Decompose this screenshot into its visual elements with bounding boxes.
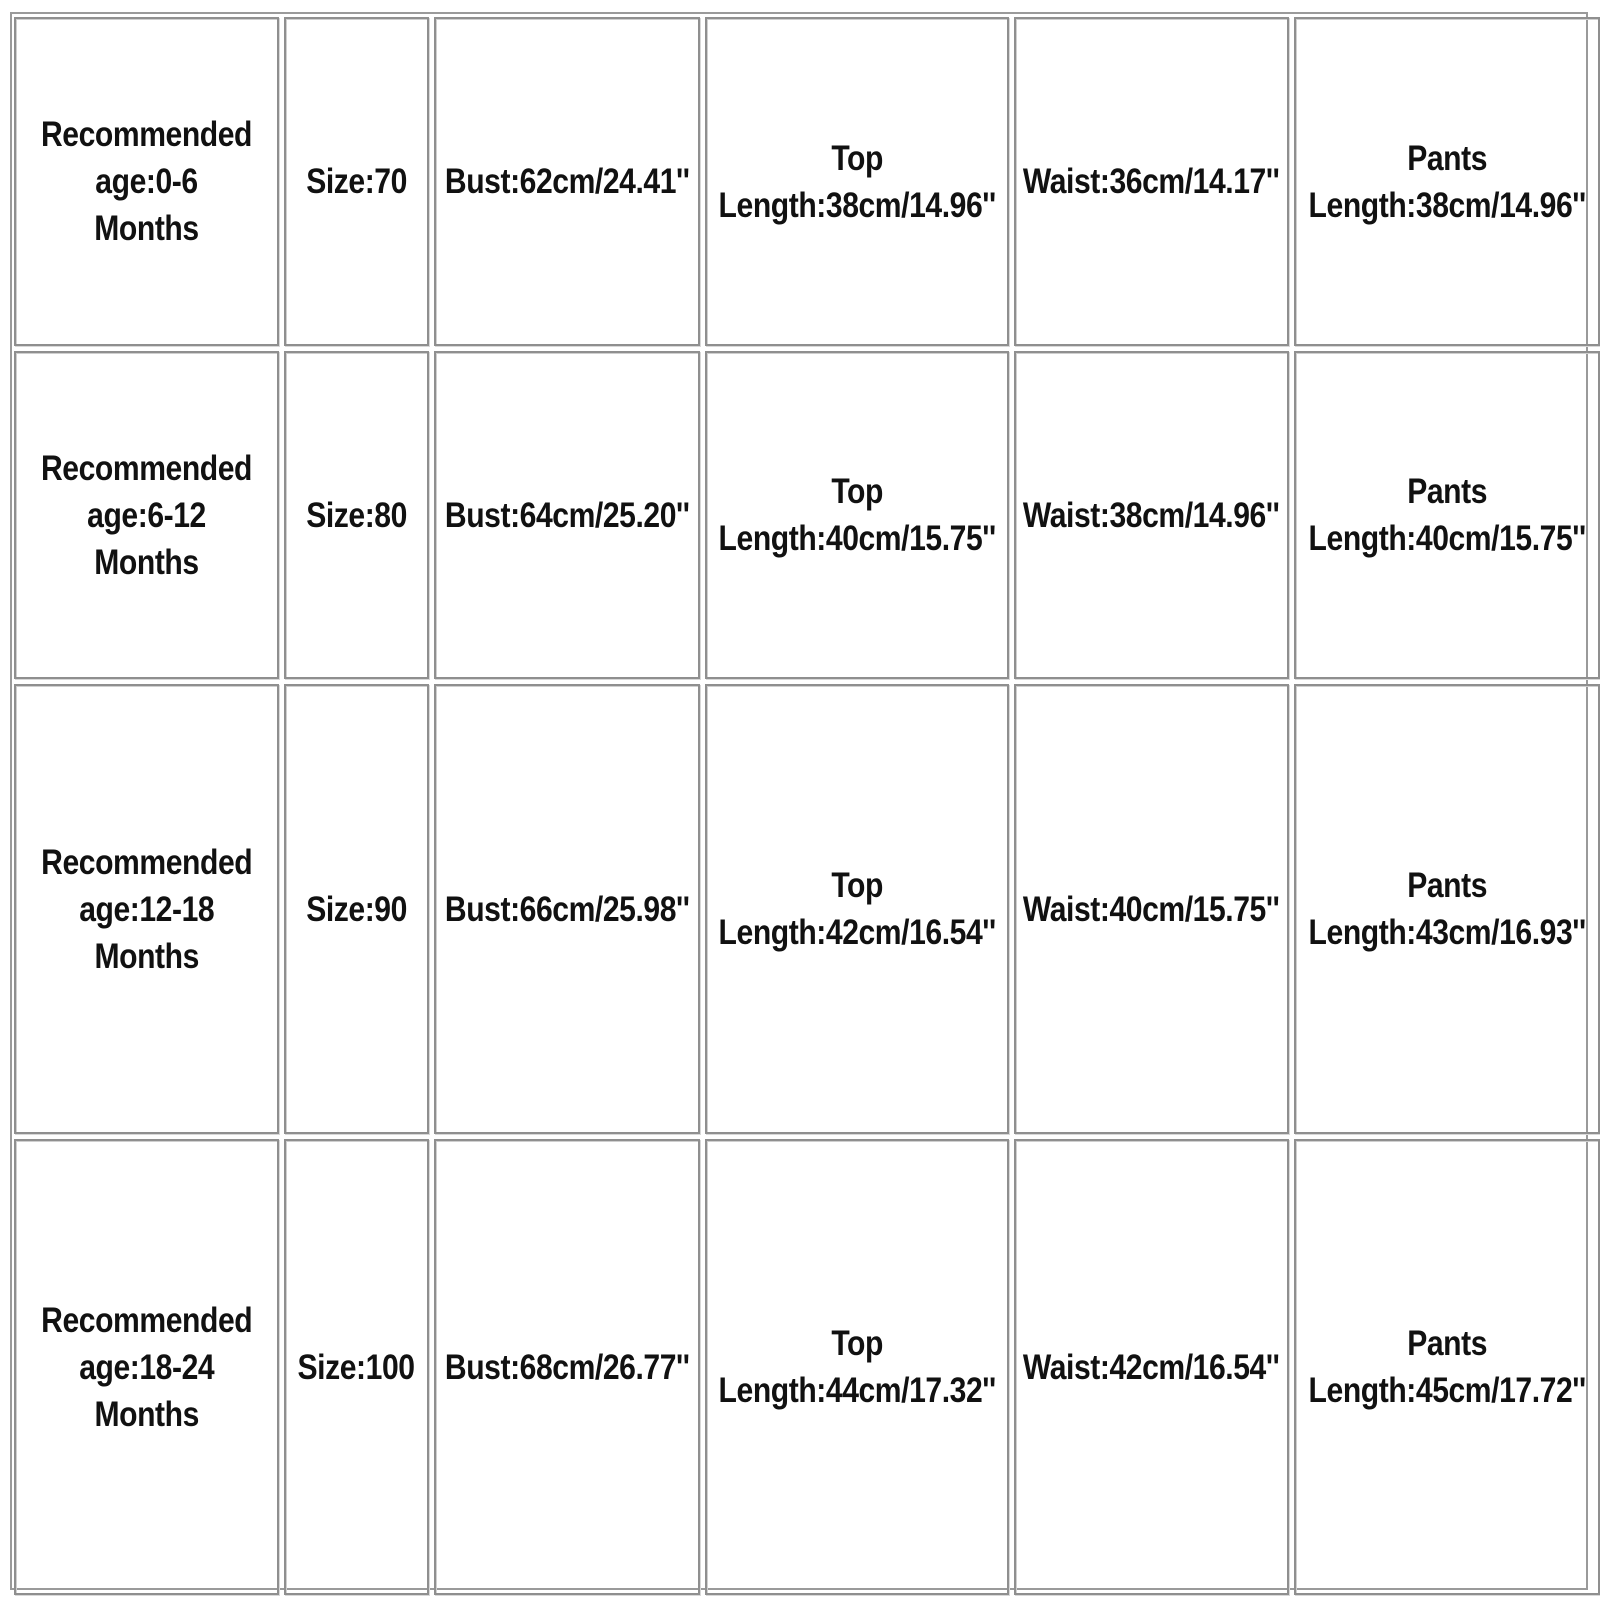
bust-text: Bust:62cm/24.41'': [444, 162, 690, 201]
top-length-text: Top Length:40cm/15.75'': [718, 472, 996, 558]
age-cell: [14, 17, 279, 346]
bust-cell: [434, 684, 700, 1134]
bust-cell: [434, 17, 700, 346]
top-length-text: Top Length:38cm/14.96'': [718, 138, 996, 225]
top-length-text: Top Length:42cm/16.54'': [718, 866, 996, 952]
age-cell: [14, 1139, 279, 1595]
pants-length-cell: [1294, 684, 1600, 1134]
waist-text: Waist:38cm/14.96'': [1023, 495, 1280, 535]
top-length-cell: [705, 684, 1009, 1134]
waist-text: Waist:40cm/15.75'': [1023, 889, 1280, 929]
waist-cell: [1014, 1139, 1289, 1595]
age-text: Recommended age:12-18 Months: [40, 842, 253, 976]
waist-cell: [1014, 17, 1289, 346]
waist-cell: [1014, 684, 1289, 1134]
bust-cell: [434, 351, 700, 679]
pants-length-text: Pants Length:43cm/16.93'': [1308, 866, 1586, 952]
pants-length-text: Pants Length:45cm/17.72'': [1308, 1324, 1586, 1410]
age-text: Recommended age:6-12 Months: [40, 448, 253, 582]
size-chart-table: [14, 17, 1586, 1587]
size-cell: [284, 684, 429, 1134]
top-length-cell: [705, 17, 1009, 346]
size-text: Size:80: [306, 495, 407, 535]
pants-length-text: Pants Length:40cm/15.75'': [1308, 472, 1586, 558]
bust-text: Bust:64cm/25.20'': [444, 495, 690, 535]
age-text: Recommended age:0-6 Months: [40, 115, 253, 248]
pants-length-cell: [1294, 351, 1600, 679]
top-length-cell: [705, 351, 1009, 679]
waist-text: Waist:42cm/16.54'': [1023, 1347, 1280, 1387]
bust-text: Bust:66cm/25.98'': [444, 889, 690, 929]
top-length-cell: [705, 1139, 1009, 1595]
age-text: Recommended age:18-24 Months: [40, 1300, 253, 1434]
bust-text: Bust:68cm/26.77'': [444, 1347, 690, 1387]
pants-length-text: Pants Length:38cm/14.96'': [1308, 138, 1586, 225]
age-cell: [14, 684, 279, 1134]
bust-cell: [434, 1139, 700, 1595]
waist-text: Waist:36cm/14.17'': [1023, 162, 1280, 201]
size-cell: [284, 17, 429, 346]
size-text: Size:70: [306, 162, 407, 201]
pants-length-cell: [1294, 1139, 1600, 1595]
pants-length-cell: [1294, 17, 1600, 346]
size-cell: [284, 1139, 429, 1595]
size-text: Size:90: [306, 889, 407, 929]
age-cell: [14, 351, 279, 679]
top-length-text: Top Length:44cm/17.32'': [718, 1324, 996, 1410]
size-cell: [284, 351, 429, 679]
size-text: Size:100: [297, 1347, 416, 1387]
waist-cell: [1014, 351, 1289, 679]
